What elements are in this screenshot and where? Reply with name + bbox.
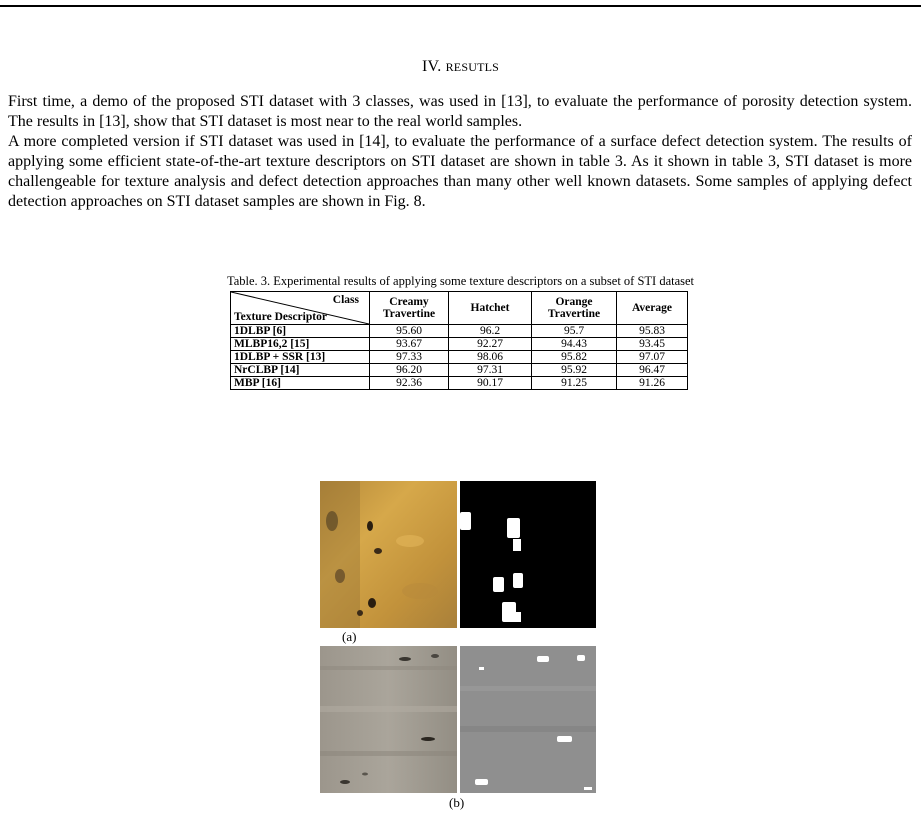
- corner-header-cell: [231, 292, 370, 325]
- section-heading: [0, 58, 921, 76]
- table-cell: 92.27: [449, 338, 532, 351]
- body-text: [8, 92, 912, 212]
- figure-a-texture: [320, 481, 457, 628]
- table-cell: 93.45: [617, 338, 688, 351]
- table-cell: 95.83: [617, 325, 688, 338]
- table-cell: 97.31: [449, 364, 532, 377]
- table-cell: 98.06: [449, 351, 532, 364]
- table-cell: 96.47: [617, 364, 688, 377]
- paragraph: First time, a demo of the proposed STI dataset with 3 classes, was used in [13], to evaluate the performance of porosity detection system. The results in [13], show that STI dataset is most near to the real world samples.: [8, 93, 912, 130]
- figure-label-b: (b): [449, 795, 465, 810]
- table-cell: 97.33: [370, 351, 449, 364]
- table-row: [231, 325, 688, 338]
- table-cell: 97.07: [617, 351, 688, 364]
- table-cell: 94.43: [532, 338, 617, 351]
- row-header: NrCLBP [14]: [231, 364, 370, 377]
- figure-a-mask: [460, 481, 596, 628]
- corner-class-label: Class: [332, 294, 359, 306]
- table-row: [231, 364, 688, 377]
- column-header: Hatchet: [449, 292, 532, 325]
- table-header-row: [231, 292, 688, 325]
- section-number: IV.: [421, 58, 442, 75]
- table-row: [231, 338, 688, 351]
- table-cell: 96.20: [370, 364, 449, 377]
- figure-label-a: (a): [342, 629, 357, 644]
- results-table: [230, 291, 688, 390]
- table-cell: 90.17: [449, 377, 532, 390]
- table-cell: 91.26: [617, 377, 688, 390]
- paragraph: A more completed version if STI dataset was used in [14], to evaluate the performance of a surface defect detection system. The results of applying some efficient state-of-the-art texture descriptors on STI dataset are shown in table 3. As it shown in table 3, STI dataset is more challengeable for texture analysis and defect detection approaches than many other well known datasets. Some samples of applying defect detection approaches on STI dataset samples are shown in Fig. 8.: [8, 133, 912, 210]
- table-cell: 93.67: [370, 338, 449, 351]
- table-cell: 95.82: [532, 351, 617, 364]
- top-rule: [0, 5, 921, 7]
- table-cell: 92.36: [370, 377, 449, 390]
- table-cell: 95.92: [532, 364, 617, 377]
- column-header: Average: [617, 292, 688, 325]
- row-header: 1DLBP + SSR [13]: [231, 351, 370, 364]
- row-header: MLBP16,2 [15]: [231, 338, 370, 351]
- column-header: Creamy Travertine: [370, 292, 449, 325]
- table-cell: 95.7: [532, 325, 617, 338]
- column-header: Orange Travertine: [532, 292, 617, 325]
- table-row: [231, 351, 688, 364]
- table-cell: 91.25: [532, 377, 617, 390]
- table-cell: 95.60: [370, 325, 449, 338]
- section-title: RESUTLS: [445, 60, 500, 74]
- table-cell: 96.2: [449, 325, 532, 338]
- figure-b-mask: [460, 646, 596, 793]
- figure-b-texture: [320, 646, 457, 793]
- corner-descriptor-label: Texture Descriptor: [234, 311, 327, 323]
- row-header: 1DLBP [6]: [231, 325, 370, 338]
- table-caption: Table. 3. Experimental results of applying some texture descriptors on a subset of STI dataset: [226, 274, 695, 288]
- table-row: [231, 377, 688, 390]
- row-header: MBP [16]: [231, 377, 370, 390]
